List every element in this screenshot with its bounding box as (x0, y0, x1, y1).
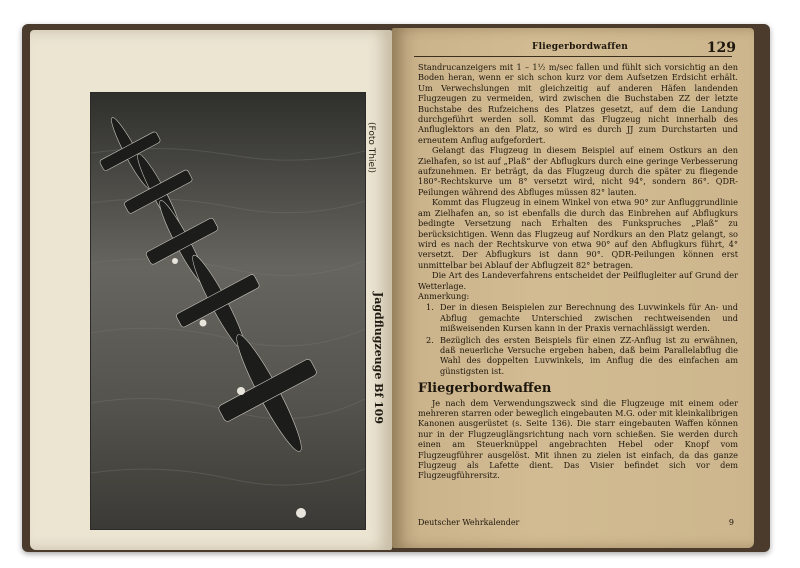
note-number: 1. (426, 302, 434, 313)
note-item (418, 335, 738, 377)
paragraph: Standrucanzeigers mit 1 – 1½ m/sec fallen und fühlt sich vorsichtig an den Boden heran, wenn er sich schon kurz vor dem Aufsetzen Erdsicht erhält. Um Verwechslungen mit gleichzeitig auf anderen Häfen landenden Flugzeugen zu vermeiden, wird zwischen die Buchstaben ZZ der letzte Buchstabe des Rufzeichens des Platzes gesetzt, auf dem die Landung durchgeführt werden soll. Kommt das Flugzeug nicht innerhalb des Anfluglektors an den Platz, so wird es durch JJ zum Durchstarten und erneutem Anflug aufgefordert. (418, 62, 738, 145)
page-body (418, 62, 738, 481)
aircraft-formation-photo (90, 92, 366, 530)
left-page (30, 30, 392, 550)
photo-caption: Jagdflugzeuge Bf 109 (372, 292, 385, 424)
header-rule (414, 56, 732, 57)
footer-title: Deutscher Wehrkalender (418, 518, 520, 527)
paragraph: Die Art des Landeverfahrens entscheidet der Peilflugleiter auf Grund der Wetterlage. (418, 270, 738, 291)
note-item (418, 302, 738, 333)
section-title: Fliegerbordwaffen (418, 381, 552, 397)
note-heading: Anmerkung: (418, 290, 470, 301)
signature-mark: 9 (728, 518, 734, 527)
paragraph: Gelangt das Flugzeug in diesem Beispiel auf einem Ostkurs an den Zielhafen, so ist auf „Plaß“ der Abflugkurs durch eine geringe Verbesserung aufzunehmen. Er beträgt, da das Flugzeug durch die später zu fliegende 180°-Rechtskurve um 8° versetzt wird, nicht 94°, sondern 86°. QDR-Peilungen während des Abfluges müssen 82° lauten. (418, 145, 738, 197)
note-number: 2. (426, 334, 434, 345)
photo-credit: (Foto Thiel) (366, 122, 376, 174)
page-footer (418, 518, 734, 527)
note-text: Der in diesen Beispielen zur Berechnung des Luvwinkels für An- und Abflug gemachte Unterschied zwischen rechtweisenden und mißweisenden Kursen kann in der Praxis vernachlässigt werden. (440, 302, 738, 334)
page-number: 129 (706, 40, 736, 56)
paragraph: Kommt das Flugzeug in einem Winkel von etwa 90° zur Anfluggrundlinie am Zielhafen an, so ist ebenfalls die durch das Einbrehen auf Abflugkurs bedingte Versetzung nach Erhalten des Funkspruches „Plaß“ zu berücksichtigen. Wenn das Flugzeug auf Nordkurs an den Platz gelangt, so wird es nach der Rechtskurve von etwa 90° auf den Abflugkurs führt, 4° versetzt. Der Abflugkurs ist dann 90°. QDR-Peilungen können erst unmittelbar bei Ablauf der Abflugzeit 82° betragen. (418, 197, 738, 270)
right-page (392, 28, 754, 548)
running-head: Fliegerbordwaffen (532, 42, 629, 52)
note-text: Bezüglich des ersten Beispiels für einen ZZ-Anflug ist zu erwähnen, daß neuerliche Versuche ergeben haben, daß beim Parallelabflug die Wahl des doppelten Luvwinkels, im Anflug die des einfachen am günstigsten ist. (440, 334, 738, 376)
section-paragraph: Je nach dem Verwendungszweck sind die Flugzeuge mit einem oder mehreren starren oder beweglich eingebauten M.G. oder mit kleinkalibrigen Kanonen ausgerüstet (s. Seite 136). Die starr eingebauten Waffen können nur in der Flugzeuglängsrichtung nach vorn schießen. Sie werden durch einen am Steuerknüppel angebrachten Hebel oder Knopf vom Flugzeugführer ausgelöst. Mit ihnen zu zielen ist einfach, da das ganze Flugzeug als Lafette dient. Das Visier befindet sich vor dem Flugzeugführersitz. (418, 397, 738, 481)
